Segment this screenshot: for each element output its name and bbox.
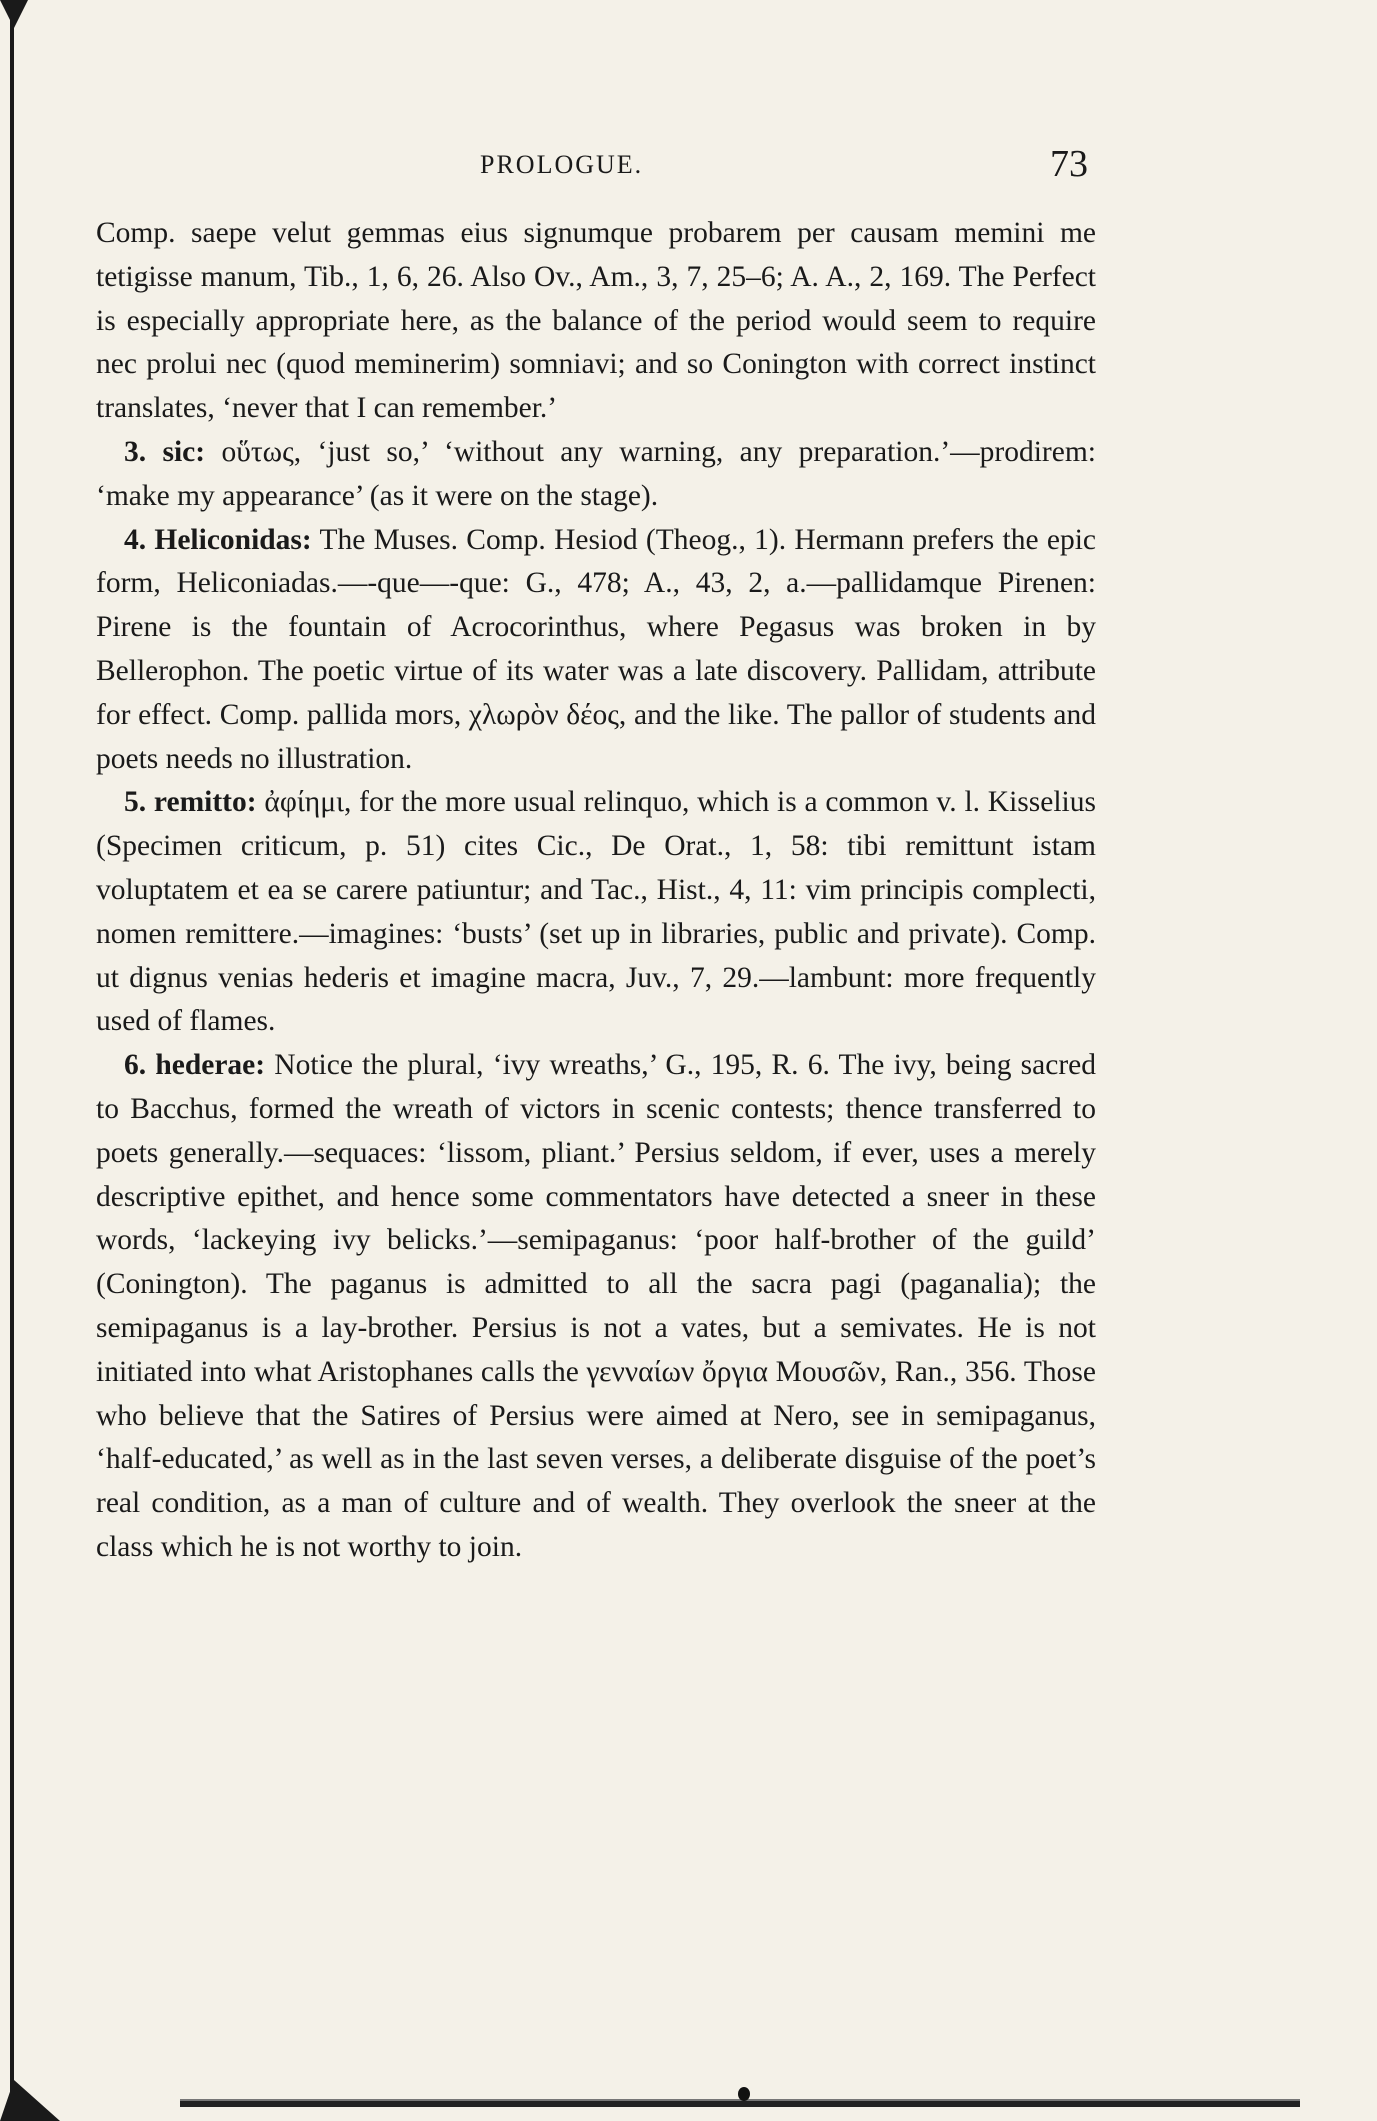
commentary-text [96, 212, 1096, 1570]
note-line-3 [96, 431, 1096, 519]
note-text: The Muses. Comp. Hesiod (Theog., 1). Hermann prefers the epic form, Heliconiadas.—-que—-que: G., 478; A., 43, 2, a.—pallidamque Pirenen: Pirene is the fountain of Acrocorinthus, where Pegasus was broken in by Bellerophon. The poetic virtue of its water was a late discovery. Pallidam, attribute for effect. Comp. pallida mors, χλωρὸν δέος, and the like. The pallor of students and poets needs no illustration. [96, 523, 1096, 775]
lemma-sic: 3. sic: [124, 435, 206, 468]
footer-ink-spot [738, 2087, 750, 2101]
page-header [0, 143, 1377, 190]
lemma-heliconidas: 4. Heliconidas: [124, 523, 312, 556]
footer-rule [180, 2099, 1300, 2107]
note-line-5 [96, 781, 1096, 1044]
lemma-remitto: 5. remitto: [124, 786, 257, 819]
running-head: PROLOGUE. [480, 150, 644, 179]
paragraph-text: Comp. saepe velut gemmas eius signumque probarem per causam memini me tetigisse manum, Tib., 1, 6, 26. Also Ov., Am., 3, 7, 25–6; A. A., 2, 169. The Perfect is especially appropriate here, as the balance of the period would seem to require nec prolui nec (quod meminerim) somniavi; and so Conington with correct instinct translates, ‘never that I can remember.’ [96, 217, 1096, 425]
lemma-hederae: 6. hederae: [124, 1049, 266, 1082]
note-text: Notice the plural, ‘ivy wreaths,’ G., 195, R. 6. The ivy, being sacred to Bacchus, formed the wreath of victors in scenic contests; thence transferred to poets generally.—sequaces: ‘lissom, pliant.’ Persius seldom, if ever, uses a merely descriptive epithet, and hence some commentators have detected a sneer in these words, ‘lackeying ivy belicks.’—semipaganus: ‘poor half-brother of the guild’ (Conington). The paganus is admitted to all the sacra pagi (paganalia); the semipaganus is a lay-brother. Persius is not a vates, but a semivates. He is not initiated into what Aristophanes calls the γενναίων ὄργια Μουσῶν, Ran., 356. Those who believe that the Satires of Persius were aimed at Nero, see in semipaganus, ‘half-educated,’ as well as in the last seven verses, a deliberate disguise of the poet’s real condition, as a man of culture and of wealth. They overlook the sneer at the class which he is not worthy to join. [96, 1049, 1097, 1563]
page-number: 73 [1050, 143, 1088, 185]
paragraph-continuation [96, 212, 1096, 431]
note-line-6 [96, 1044, 1096, 1570]
note-text: οὕτως, ‘just so,’ ‘without any warning, any preparation.’—prodirem: ‘make my appearance’ (as it were on the stage). [96, 435, 1096, 512]
note-line-4 [96, 519, 1096, 782]
note-text: ἀφίημι, for the more usual relinquo, which is a common v. l. Kisselius (Specimen criticum, p. 51) cites Cic., De Orat., 1, 58: tibi remittunt istam voluptatem et ea se carere patiuntur; and Tac., Hist., 4, 11: vim principis complecti, nomen remittere.—imagines: ‘busts’ (set up in libraries, public and private). Comp. ut dignus venias hederis et imagine macra, Juv., 7, 29.—lambunt: more frequently used of flames. [96, 786, 1096, 1038]
binding-top-mark [0, 0, 28, 40]
binding-edge [10, 0, 14, 2121]
binding-bottom-mark [0, 2080, 60, 2121]
